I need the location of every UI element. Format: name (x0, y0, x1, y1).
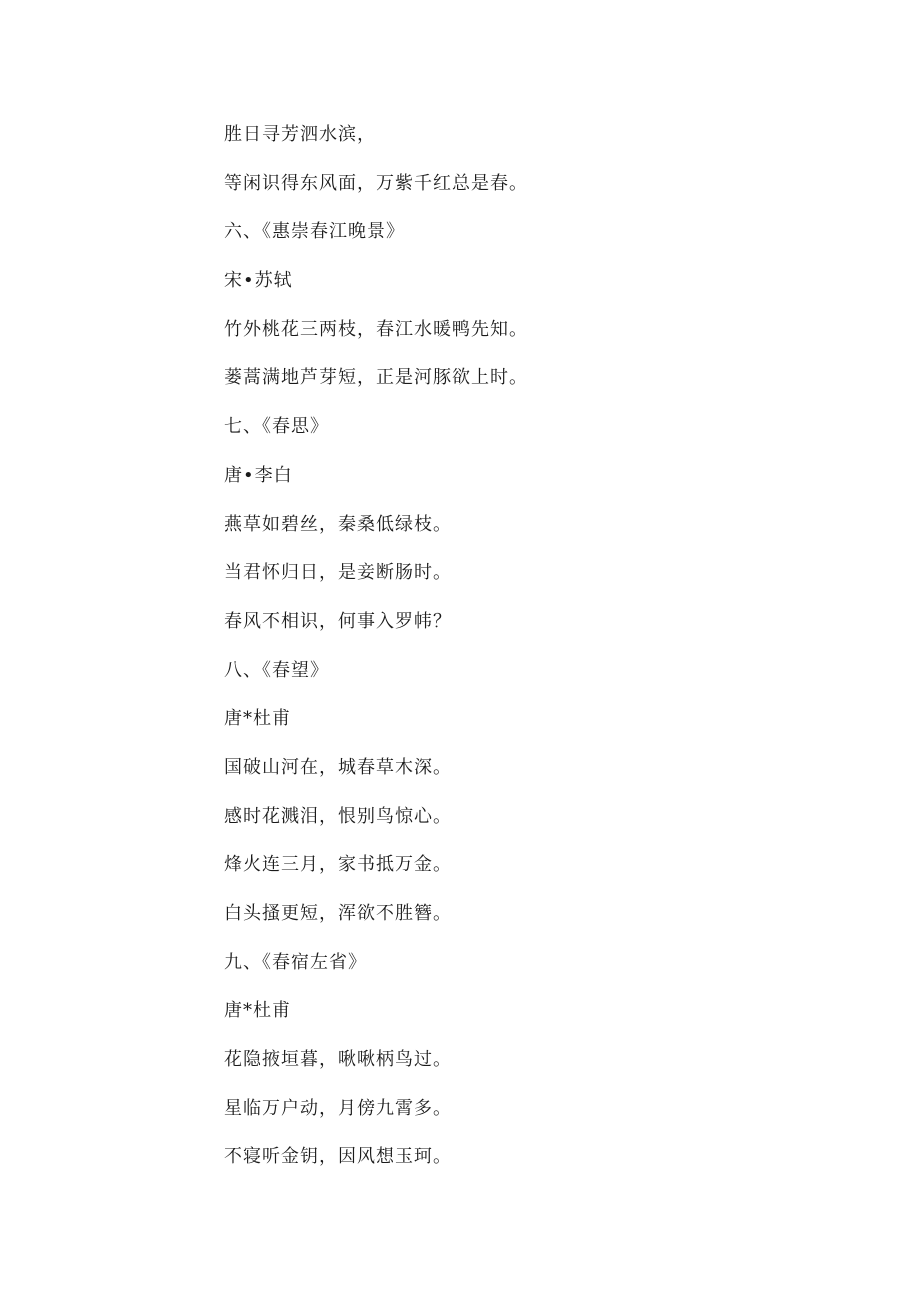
poem-line: 花隐掖垣暮，啾啾柄鸟过。 (224, 1049, 452, 1071)
poem-line: 春风不相识，何事入罗帏？ (224, 610, 452, 632)
poem-author: 唐•李白 (224, 464, 293, 486)
poem-line: 感时花溅泪，恨别鸟惊心。 (224, 805, 452, 827)
poem-line: 当君怀归日，是妾断肠时。 (224, 562, 452, 584)
poem-author: 宋•苏轼 (224, 270, 293, 292)
poem-line: 不寝听金钥，因风想玉珂。 (224, 1146, 452, 1168)
poem-line: 星临万户动，月傍九霄多。 (224, 1097, 452, 1119)
poem-author: 唐*杜甫 (224, 708, 291, 730)
poem-title: 六、《惠崇春江晚景》 (224, 221, 405, 243)
poem-line: 白头搔更短，浑欲不胜簪。 (224, 903, 452, 924)
poem-line: 烽火连三月，家书抵万金。 (224, 854, 452, 876)
poem-line: 燕草如碧丝，秦桑低绿枝。 (224, 513, 452, 535)
poem-line: 胜日寻芳泗水滨， (224, 124, 376, 145)
poem-line: 蒌蒿满地芦芽短，正是河豚欲上时。 (224, 367, 528, 389)
poem-title: 八、《春望》 (224, 659, 329, 681)
poem-line: 竹外桃花三两枝，春江水暖鸭先知。 (224, 318, 528, 340)
poem-line: 国破山河在，城春草木深。 (224, 756, 452, 778)
poem-line: 等闲识得东风面，万紫千红总是春。 (224, 172, 528, 194)
poem-author: 唐*杜甫 (224, 1000, 291, 1022)
poem-title: 九、《春宿左省》 (224, 951, 367, 973)
poem-title: 七、《春思》 (224, 416, 329, 438)
poem-text-column (224, 120, 824, 1191)
